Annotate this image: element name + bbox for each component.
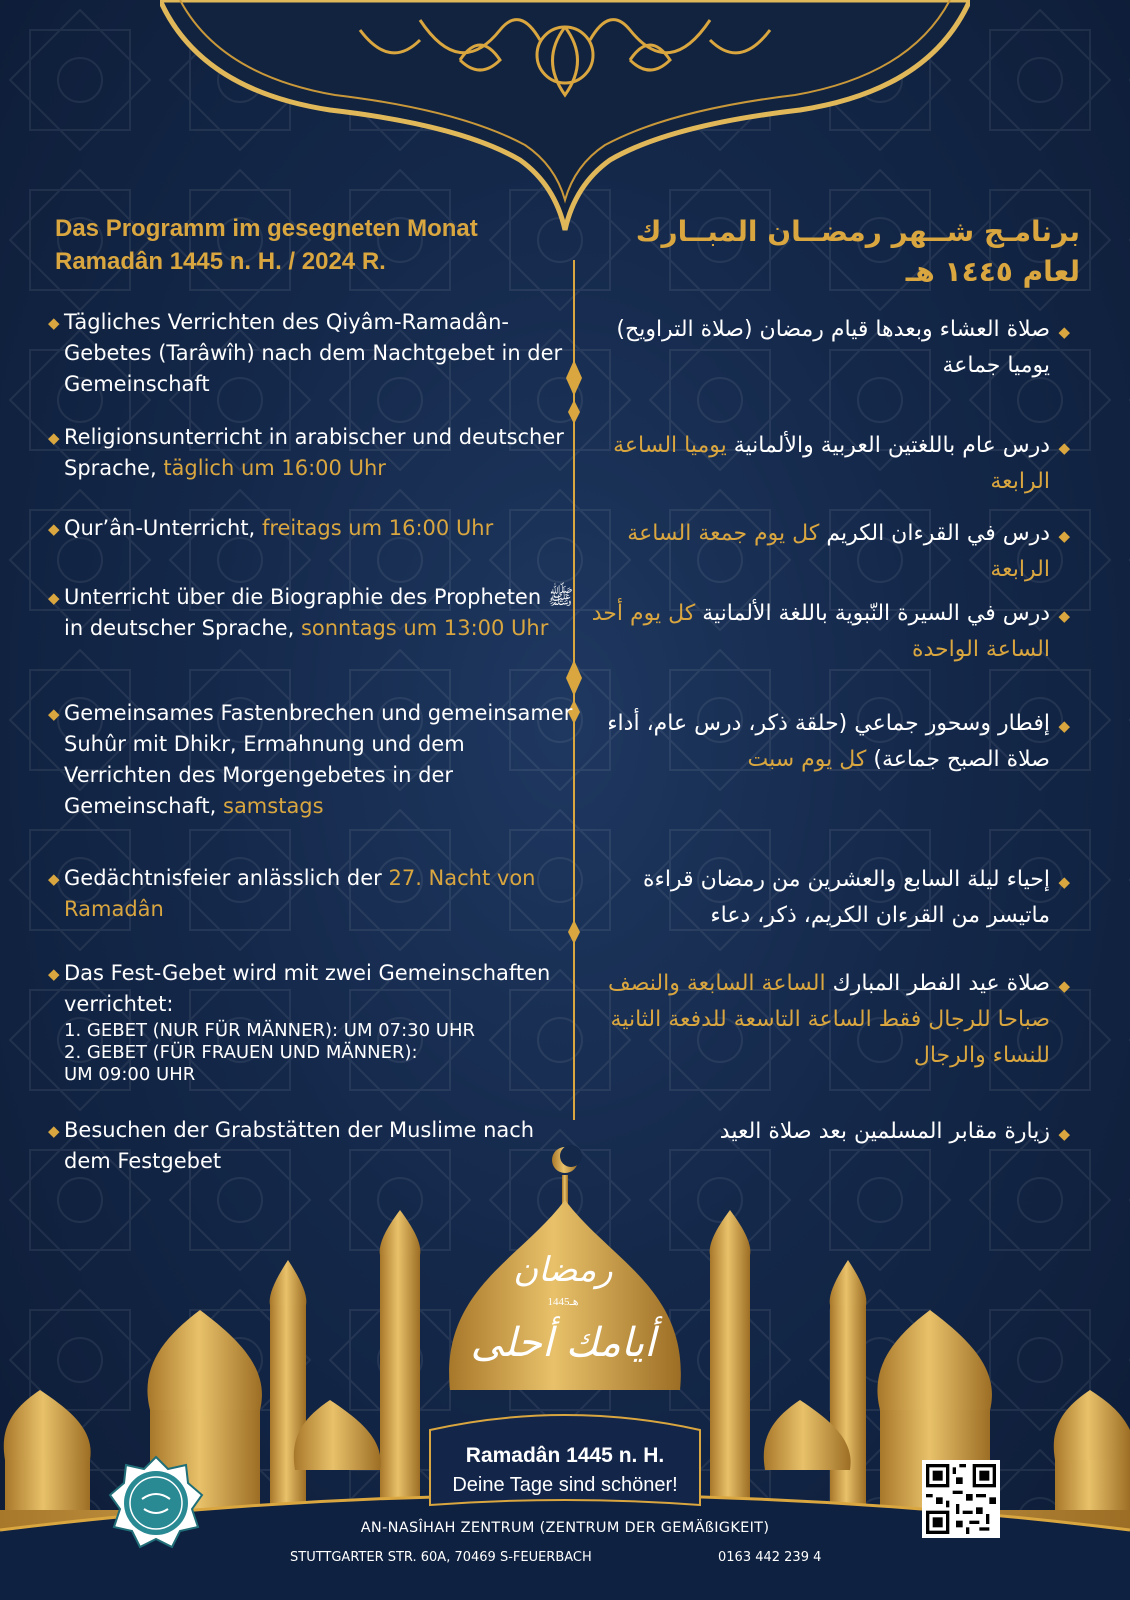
list-item-ar-2: ◆ درس عام باللغتين العربية والألمانية يوميا الساعة الرابعة xyxy=(585,428,1070,500)
title-german-line1: Das Programm im gesegneten Monat xyxy=(55,215,478,242)
footer-title: Ramadân 1445 n. H. xyxy=(465,1444,665,1467)
center-name: AN-NASÎHAH ZENTRUM (ZENTRUM DER GEMÄßIGKEIT) xyxy=(360,1520,770,1536)
list-item-ar-7: ◆ صلاة عيد الفطر المبارك الساعة السابعة والنصف صباحا للرجال فقط الساعة التاسعة للدفعة الثانية للنساء والرجال xyxy=(585,966,1070,1074)
title-arabic-line2: لعام ١٤٤٥ هـ xyxy=(905,255,1080,288)
list-item-de-6: ◆ Gedächtnisfeier anlässlich der 27. Nacht von Ramadân xyxy=(48,866,536,921)
calligraphy-ramadan: رمضان xyxy=(513,1250,613,1290)
phone-number: 0163 442 239 4 xyxy=(718,1550,822,1565)
diamond-bullet-icon: ◆ xyxy=(48,870,60,888)
address: STUTTGARTER STR. 60A, 70469 S-FEUERBACH xyxy=(290,1550,592,1565)
top-arch-ornament xyxy=(160,0,970,240)
list-item-ar-8: ◆ زيارة مقابر المسلمين بعد صلاة العيد xyxy=(585,1114,1070,1150)
list-item-de-2: ◆ Religionsunterricht in arabischer und deutscher Sprache, täglich um 16:00 Uhr xyxy=(48,425,564,480)
diamond-bullet-icon: ◆ xyxy=(48,705,60,723)
list-item-de-4: ◆ Unterricht über die Biographie des Propheten ﷺ in deutscher Sprache, sonntags um 13:00 Uhr xyxy=(48,585,574,640)
diamond-bullet-icon: ◆ xyxy=(1058,1125,1070,1143)
title-german-line2: Ramadân 1445 n. H. / 2024 R. xyxy=(55,248,386,275)
diamond-bullet-icon: ◆ xyxy=(1058,977,1070,995)
diamond-bullet-icon: ◆ xyxy=(48,965,60,983)
title-arabic xyxy=(590,212,1080,292)
ramadan-calligraphy xyxy=(458,1250,668,1400)
list-item-de-5: ◆ Gemeinsames Fastenbrechen und gemeinsamer Suhûr mit Dhikr, Ermahnung und dem Verrichten des Morgengebetes in der Gemeinschaft, samstags xyxy=(48,701,573,818)
diamond-bullet-icon: ◆ xyxy=(48,429,60,447)
diamond-bullet-icon: ◆ xyxy=(48,589,60,607)
footer-slogan: Deine Tage sind schöner! xyxy=(452,1474,678,1496)
qr-code-icon xyxy=(926,1464,996,1534)
list-item-ar-4: ◆ درس في السيرة النّبوية باللغة الألمانية كل يوم أحد الساعة الواحدة xyxy=(585,596,1070,668)
qr-code[interactable] xyxy=(922,1460,1000,1538)
diamond-bullet-icon: ◆ xyxy=(1058,717,1070,735)
diamond-bullet-icon: ◆ xyxy=(1058,439,1070,457)
calligraphy-slogan: أيامك أحلى xyxy=(470,1320,656,1366)
title-german xyxy=(55,212,555,278)
diamond-bullet-icon: ◆ xyxy=(1058,607,1070,625)
center-logo-icon xyxy=(108,1455,204,1551)
diamond-bullet-icon: ◆ xyxy=(48,1122,60,1140)
diamond-bullet-icon: ◆ xyxy=(1058,527,1070,545)
list-item-de-1: ◆ Tägliches Verrichten des Qiyâm-Ramadân-Gebetes (Tarâwîh) nach dem Nachtgebet in der Gemeinschaft xyxy=(48,310,563,396)
list-item-de-8: ◆ Besuchen der Grabstätten der Muslime nach dem Festgebet xyxy=(48,1118,535,1173)
title-arabic-line1: برنامـج شــهر رمضــان المبــارك xyxy=(635,215,1080,248)
diamond-bullet-icon: ◆ xyxy=(1058,323,1070,341)
list-item-ar-3: ◆ درس في القرءان الكريم كل يوم جمعة الساعة الرابعة xyxy=(585,516,1070,588)
list-item-de-7: ◆ Das Fest-Gebet wird mit zwei Gemeinschaften verrichtet: 1. GEBET (NUR FÜR MÄNNER): UM 07:30 UHR 2. GEBET (FÜR FRAUEN UND MÄNNER): UM 09:00 UHR xyxy=(48,961,551,1085)
list-item-ar-6: ◆ إحياء ليلة السابع والعشرين من رمضان قراءة ماتيسر من القرءان الكريم، ذكر، دعاء xyxy=(585,862,1070,934)
diamond-bullet-icon: ◆ xyxy=(48,520,60,538)
calligraphy-year: 1445هـ xyxy=(547,1296,579,1308)
list-item-ar-1: ◆ صلاة العشاء وبعدها قيام رمضان (صلاة التراويح) يوميا جماعة xyxy=(585,312,1070,384)
diamond-bullet-icon: ◆ xyxy=(48,314,60,332)
list-item-de-3: ◆ Qur’ân-Unterricht, freitags um 16:00 Uhr xyxy=(48,513,574,544)
diamond-bullet-icon: ◆ xyxy=(1058,873,1070,891)
list-item-ar-5: ◆ إفطار وسحور جماعي (حلقة ذكر، درس عام، أداء صلاة الصبح جماعة) كل يوم سبت xyxy=(585,706,1070,778)
